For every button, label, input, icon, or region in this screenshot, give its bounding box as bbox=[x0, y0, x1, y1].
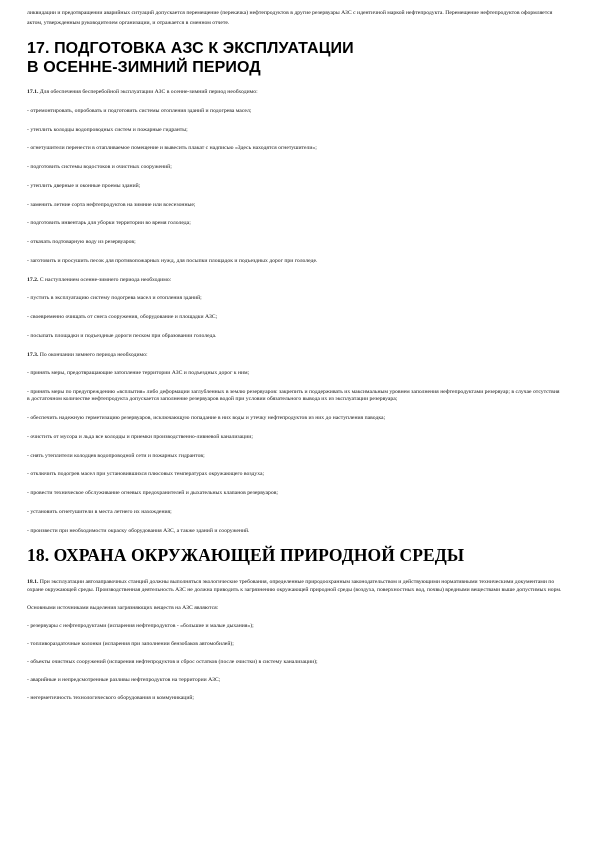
paragraph-text: При эксплуатации автозаправочных станций должны выполняться экологические требования, определенные природоохранным законодательством и действующими нормативными техническими документами по охране окружающей среды. Производственная деятельность АЗС не должна приводить к загрязнению окружающей природной среды (воздуха, поверхностных вод, почвы) вредными веществами выше допустимых норм. bbox=[27, 579, 562, 593]
paragraph bbox=[27, 127, 563, 134]
paragraph-text: Для обеспечения бесперебойной эксплуатации АЗС в осенне-зимний период необходимо: bbox=[38, 89, 258, 95]
section-17-body bbox=[27, 89, 563, 535]
paragraph-text: Основными источниками выделения загрязняющих веществ на АЗС являются: bbox=[27, 604, 219, 611]
paragraph bbox=[27, 202, 563, 209]
paragraph-text: - посыпать площадки и подъездные дороги песком при образовании гололеда. bbox=[27, 332, 217, 339]
paragraph bbox=[27, 295, 563, 302]
intro-paragraph: ликвидации и предотвращении аварийных ситуаций допускается перемещение (перекачка) нефтепродуктов в другие резервуары АЗС с идентичной маркой нефтепродукта. Перемещение нефтепродуктов оформляется актом, утвержденным руководителем организации, и отражается в сменном отчете. bbox=[27, 10, 553, 26]
paragraph-text: - провести техническое обслуживание огневых предохранителей и дыхательных клапанов резервуаров; bbox=[27, 490, 278, 497]
paragraph-text: - заготовить и просушить песок для противопожарных нужд, для посыпки площадок и подъездных дорог при гололеде. bbox=[27, 257, 318, 264]
paragraph bbox=[27, 677, 563, 684]
paragraph bbox=[27, 183, 563, 190]
paragraph bbox=[27, 641, 563, 648]
paragraph bbox=[27, 89, 563, 96]
paragraph-text: - установить огнетушители в места летнего их нахождения; bbox=[27, 508, 172, 515]
paragraph-text: - утеплить колодцы водопроводных систем и пожарные гидранты; bbox=[27, 126, 188, 133]
paragraph-text: По окончании зимнего периода необходимо: bbox=[38, 351, 148, 358]
clause-number: 18.1. bbox=[27, 579, 39, 586]
paragraph-text: - обеспечить надежную герметизацию резервуаров, исключающую попадание в них воды и утечку нефтепродуктов из них до наступления паводка; bbox=[27, 415, 386, 422]
paragraph bbox=[27, 314, 563, 321]
paragraph-text: - подготовить системы водостоков и очистных сооружений; bbox=[27, 164, 172, 170]
paragraph bbox=[27, 509, 563, 516]
paragraph bbox=[27, 352, 563, 359]
paragraph bbox=[27, 623, 563, 630]
paragraph-text: - объекты очистных сооружений (испарения нефтепродуктов и сброс остатков (после очистки) в систему канализации); bbox=[27, 658, 318, 665]
paragraph-text: С наступлением осенне-зимнего периода необходимо: bbox=[38, 276, 172, 283]
paragraph-text: - аварийные и непредсмотренные разливы нефтепродуктов на территории АЗС; bbox=[27, 676, 221, 683]
clause-number: 17.3. bbox=[27, 351, 39, 358]
paragraph bbox=[27, 389, 563, 404]
section-17 bbox=[27, 39, 563, 535]
paragraph bbox=[27, 434, 563, 441]
paragraph-text: - отключить подогрев масел при установившихся плюсовых температурах окружающего воздуха; bbox=[27, 471, 265, 478]
paragraph bbox=[27, 695, 563, 702]
paragraph-text: - топливораздаточные колонки (испарения при заполнении бензобаков автомобилей); bbox=[27, 640, 234, 647]
paragraph-text: - принять меры по предупреждению «всплытия» либо деформации заглубленных в землю резервуаров: закрепить и поддерживать их максимальным уровнем заполнения нефтепродуктами резервуар; в случае отсутствия в достаточном количестве нефтепродукта допускается заполнение резервуаров водой при условии обязательного вывода их из эксплуатации резервуара; bbox=[27, 389, 560, 403]
paragraph-text: - отремонтировать, опробовать и подготовить системы отопления зданий и подогрева масел; bbox=[27, 107, 252, 114]
paragraph bbox=[27, 220, 563, 227]
paragraph bbox=[27, 579, 563, 594]
section-18-title: 18. ОХРАНА ОКРУЖАЮЩЕЙ ПРИРОДНОЙ СРЕДЫ bbox=[27, 545, 465, 566]
paragraph-text: - заменить летние сорта нефтепродуктов на зимние или всесезонные; bbox=[27, 201, 196, 208]
paragraph bbox=[27, 415, 563, 422]
paragraph bbox=[27, 145, 563, 152]
paragraph bbox=[27, 605, 563, 612]
paragraph bbox=[27, 659, 563, 666]
clause-number: 17.1. bbox=[27, 89, 39, 95]
clause-number: 17.2. bbox=[27, 276, 39, 283]
paragraph bbox=[27, 164, 563, 171]
paragraph-text: - негерметичность технологического оборудования и коммуникаций; bbox=[27, 694, 195, 701]
paragraph bbox=[27, 490, 563, 497]
paragraph bbox=[27, 528, 563, 535]
paragraph bbox=[27, 370, 563, 377]
section-17-title bbox=[27, 39, 563, 77]
paragraph bbox=[27, 333, 563, 340]
section-18-body bbox=[27, 579, 563, 702]
section-17-title-line1: 17. ПОДГОТОВКА АЗС К ЭКСПЛУАТАЦИИ bbox=[27, 40, 354, 57]
paragraph-text: - очистить от мусора и льда все колодцы и приемки производственно-ливневой канализации; bbox=[27, 433, 253, 440]
paragraph-text: - подготовить инвентарь для уборки территории во время гололеда; bbox=[27, 220, 191, 227]
paragraph-text: - резервуары с нефтепродуктами (испарения нефтепродуктов - «большие и малые дыхания»); bbox=[27, 622, 254, 629]
paragraph bbox=[27, 277, 563, 284]
paragraph-text: - произвести при необходимости окраску оборудования АЗС, а также зданий и сооружений. bbox=[27, 527, 250, 534]
paragraph-text: - откачать подтоварную воду из резервуаров; bbox=[27, 239, 136, 245]
paragraph-text: - пустить в эксплуатацию систему подогрева масел и отопления зданий; bbox=[27, 295, 202, 302]
paragraph-text: - принять меры, предотвращающие затопление территории АЗС и подъездных дорог к ним; bbox=[27, 370, 250, 377]
paragraph-text: - своевременно очищать от снега сооружения, оборудование и площадки АЗС; bbox=[27, 314, 218, 320]
section-17-title-line2: В ОСЕННЕ-ЗИМНИЙ ПЕРИОД bbox=[27, 59, 261, 76]
paragraph bbox=[27, 108, 563, 115]
paragraph-text: - снять утеплители колодцев водопроводной сети и пожарных гидрантов; bbox=[27, 452, 205, 459]
paragraph-text: - огнетушители перенести в отапливаемое помещение и вывесить плакат с надписью «Здесь находятся огнетушители»; bbox=[27, 145, 317, 152]
paragraph bbox=[27, 453, 563, 460]
paragraph-text: - утеплить дверные и оконные проемы зданий; bbox=[27, 182, 141, 189]
section-18 bbox=[27, 546, 563, 702]
paragraph bbox=[27, 471, 563, 478]
paragraph bbox=[27, 258, 563, 265]
paragraph bbox=[27, 239, 563, 246]
